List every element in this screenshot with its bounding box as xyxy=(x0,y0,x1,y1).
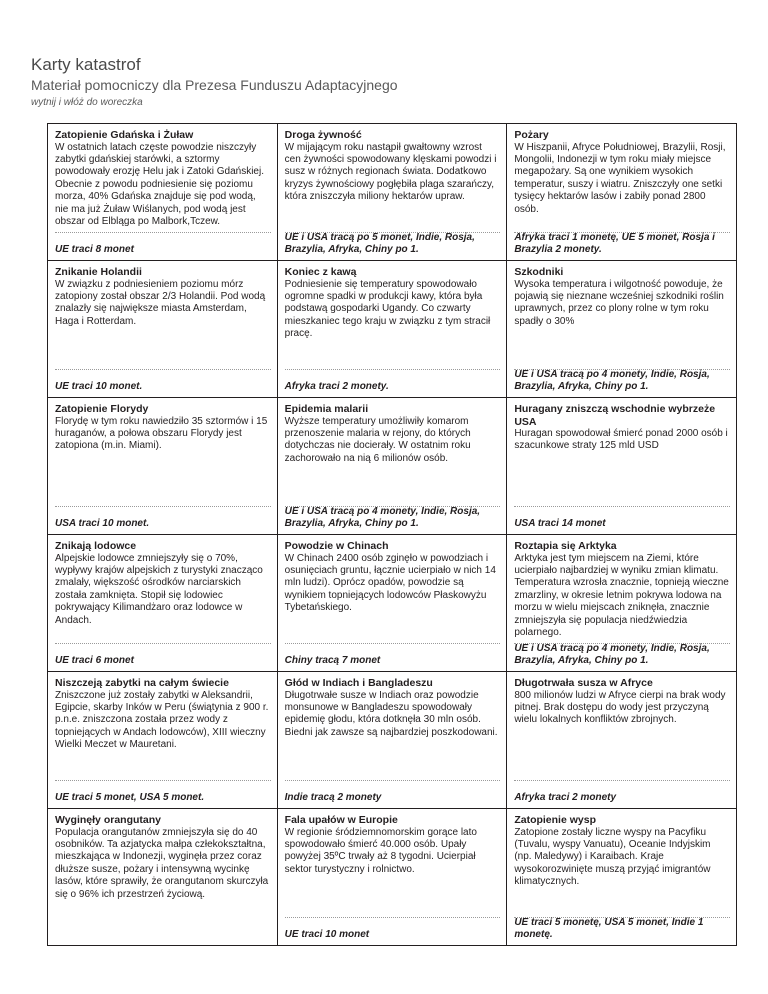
cards-row xyxy=(48,261,737,398)
card-cost: UE i USA tracą po 4 monety, Indie, Rosja, Brazylia, Afryka, Chiny po 1. xyxy=(514,643,710,666)
card-cell xyxy=(277,261,507,398)
disaster-card xyxy=(48,672,277,808)
disaster-card xyxy=(507,398,736,534)
card-cost: UE i USA tracą po 5 monet, Indie, Rosja, Brazylia, Afryka, Chiny po 1. xyxy=(284,232,475,255)
card-cost: Indie tracą 2 monety xyxy=(284,792,382,803)
disaster-card xyxy=(278,535,507,671)
card-cost-area xyxy=(55,369,271,393)
card-cell xyxy=(48,672,278,809)
card-description: Wyższe temperatury umożliwiły komarom przenoszenie malaria w rejony, do których dotychczas nie docierały. W ostatnim roku zachorowało na nią 6 milionów osób. xyxy=(284,415,471,464)
card-cost-area xyxy=(285,643,501,667)
card-cost-area xyxy=(514,780,730,804)
card-title: Huragany zniszczą wschodnie wybrzeże USA xyxy=(514,403,716,428)
card-cost: USA traci 14 monet xyxy=(514,518,606,529)
card-cost: Afryka traci 2 monety. xyxy=(284,381,389,392)
card-description: Wysoka temperatura i wilgotność powoduje, że pojawią się nieznane wcześniej szkodniki roślin uprawnych, przez co plony rolne w tym roku spadły o 30% xyxy=(514,278,724,327)
card-cost-area xyxy=(55,643,271,667)
card-cost: Afryka traci 1 monetę, UE 5 monet, Rosja i Brazylia 2 monety. xyxy=(514,232,715,255)
card-cost-area xyxy=(514,917,730,941)
card-cost-area xyxy=(285,780,501,804)
disaster-card xyxy=(278,809,507,945)
card-description: Podniesienie się temperatury spowodowało ogromne spadki w produkcji kawy, która była podstawą gospodarki Ugandy. Co czwarty mieszkaniec tego kraju w związku z tym stracił pracę. xyxy=(284,278,491,340)
card-description: Populacja orangutanów zmniejszyła się do 40 osobników. Ta azjatycka małpa człekokształtna, mieszkająca w Indonezji, wyginęła przez coraz dłuższe susze, pożary i intensywną wycinkę lasów, które sprawiły, że orangutanom skurczyła się o 96% ich przestrzeń życiową. xyxy=(55,826,269,900)
page-title: Karty katastrof xyxy=(31,55,141,74)
card-cell xyxy=(277,809,507,946)
disaster-card xyxy=(507,672,736,808)
card-cost: UE traci 8 monet xyxy=(55,244,134,255)
card-title: Znikają lodowce xyxy=(55,540,137,552)
card-cost-area xyxy=(55,780,271,804)
card-title: Niszczeją zabytki na całym świecie xyxy=(55,677,229,689)
card-cost: Chiny tracą 7 monet xyxy=(284,655,381,666)
disaster-card xyxy=(507,535,736,671)
card-cell xyxy=(507,809,737,946)
card-title: Zatopienie wysp xyxy=(514,814,596,826)
disaster-card xyxy=(48,809,277,945)
card-title: Znikanie Holandii xyxy=(55,266,142,278)
card-description: Zatopione zostały liczne wyspy na Pacyfiku (Tuvalu, wyspy Vanuatu), Oceanie Indyjskim (np. Maledywy) i Karaibach. Kraje wysokorozwinięte muszą przyjąć imigrantów klimatycznych. xyxy=(514,826,711,888)
card-description: Florydę w tym roku nawiedziło 35 sztormów i 15 huraganów, a połowa obszaru Florydy jest zatopiona (m.in. Miami). xyxy=(55,415,268,452)
card-description: W regionie śródziemnomorskim gorące lato spowodowało śmierć 40.000 osób. Upały powyżej 35ºC trwały aż 8 tygodni. Ucierpiał sektor turystyczny i rolnictwo. xyxy=(284,826,477,875)
card-description: Alpejskie lodowce zmniejszyły się o 70%, wypływy krajów alpejskich z turystyki znacząco zmalały, większość ośrodków narciarskich została zamknięta. Stopił się lodowiec pokrywający Kilimandżaro oraz lodowce w Andach. xyxy=(55,552,263,626)
card-cell xyxy=(507,124,737,261)
disaster-card xyxy=(278,672,507,808)
card-title: Pożary xyxy=(514,129,549,141)
page-header xyxy=(31,55,731,109)
card-title: Szkodniki xyxy=(514,266,564,278)
card-cell xyxy=(507,261,737,398)
card-cost-area xyxy=(285,369,501,393)
card-cell xyxy=(277,535,507,672)
disaster-card xyxy=(507,261,736,397)
disaster-card xyxy=(48,398,277,534)
card-description: W ostatnich latach częste powodzie niszczyły zabytki gdańskiej starówki, a sztormy powodowały erozję Helu jak i Zatoki Gdańskiej. Obecnie z powodu podniesienie się poziomu morza, 40% Gdańska znajduje się pod wodą, nie ma już Żuław Wiślanych, pod wodą jest obszar od Elbląga po Malbork,Tczew. xyxy=(55,141,264,227)
cards-row xyxy=(48,672,737,809)
cards-row xyxy=(48,124,737,261)
card-cell xyxy=(277,672,507,809)
page-instruction: wytnij i włóż do woreczka xyxy=(31,97,143,108)
card-cost-area xyxy=(55,232,271,256)
card-cost: UE i USA tracą po 4 monety, Indie, Rosja, Brazylia, Afryka, Chiny po 1. xyxy=(514,369,710,392)
card-description: W związku z podniesieniem poziomu mórz zatopiony został obszar 2/3 Holandii. Pod wodą znalazły się największe miasta Amsterdam, Haga i Rotterdam. xyxy=(55,278,266,327)
card-cell xyxy=(507,672,737,809)
card-title: Zatopienie Florydy xyxy=(55,403,149,415)
card-cost-area xyxy=(514,369,730,393)
card-description: W Chinach 2400 osób zginęło w powodziach i osunięciach gruntu, łącznie ucierpiało w nich 14 mln ludzi). Oprócz opadów, powodzie są wynikiem topniejących lodowców Płaskowyżu Tybetańskiego. xyxy=(284,552,496,614)
disaster-card xyxy=(507,124,736,260)
card-cell xyxy=(507,398,737,535)
card-cell xyxy=(277,124,507,261)
card-cost: UE traci 10 monet xyxy=(284,929,370,940)
card-description: Huragan spowodował śmierć ponad 2000 osób i szacunkowe straty 125 mld USD xyxy=(514,428,728,452)
disaster-card xyxy=(507,809,736,945)
card-title: Zatopienie Gdańska i Żuław xyxy=(55,129,194,141)
card-cost-area xyxy=(514,232,730,256)
card-cost-area xyxy=(514,506,730,530)
card-description: Arktyka jest tym miejscem na Ziemi, które ucierpiało najbardziej w wyniku zmian klimatu. Temperatura wzrosła znacznie, topnieją wieczne zmarzliny, w okresie letnim pokrywa lodowa na morzu w wielu miejscach zniknęła, znacznie zmniejszyła się populacja niedźwiedzia polarnego. xyxy=(514,552,729,638)
card-cost: USA traci 10 monet. xyxy=(55,518,150,529)
cards-row xyxy=(48,535,737,672)
card-description: W Hiszpanii, Afryce Południowej, Brazylii, Rosji, Mongolii, Indonezji w tym roku miały miejsce megapożary. Są one wynikiem wysokich temperatur, suszy i wiatru. Zniszczyły one setki tysięcy hektarów lasów i zabiły ponad 2800 osób. xyxy=(514,141,726,215)
card-title: Długotrwała susza w Afryce xyxy=(514,677,653,689)
card-title: Droga żywność xyxy=(284,129,362,141)
card-title: Głód w Indiach i Bangladeszu xyxy=(284,677,433,689)
card-description: 800 milionów ludzi w Afryce cierpi na brak wody pitnej. Brak dostępu do wody jest przyczyną wielu lokalnych konfliktów zbrojnych. xyxy=(514,689,726,726)
card-title: Roztapia się Arktyka xyxy=(514,540,617,552)
disaster-card xyxy=(278,398,507,534)
card-title: Powodzie w Chinach xyxy=(284,540,389,552)
card-cost: UE i USA tracą po 4 monety, Indie, Rosja, Brazylia, Afryka, Chiny po 1. xyxy=(284,506,481,529)
card-cell xyxy=(48,261,278,398)
disaster-card xyxy=(48,535,277,671)
card-description: W mijającym roku nastąpił gwałtowny wzrost cen żywności spowodowany klęskami powodzi i susz w różnych regionach świata. Dodatkowo kryzys żywnościowy pogłębiła plaga szarańczy, która zniszczyła miliony hektarów upraw. xyxy=(284,141,497,203)
card-description: Długotrwałe susze w Indiach oraz powodzie monsunowe w Bangladeszu spowodowały epidemię głodu, która dotknęła 30 mln osób. Biedni jak zawsze są najbardziej poszkodowani. xyxy=(284,689,498,738)
card-cell xyxy=(48,398,278,535)
cards-row xyxy=(48,809,737,946)
card-title: Wyginęły orangutany xyxy=(55,814,161,826)
card-title: Fala upałów w Europie xyxy=(284,814,398,826)
card-cost: UE traci 6 monet xyxy=(55,655,134,666)
card-description: Zniszczone już zostały zabytki w Aleksandrii, Egipcie, skarby Inków w Peru (świątynia z 900 r. p.n.e. zniszczona została przez wody z topniejących w Andach lodowców), XIII wieczny Wielki Meczet w Mauretani. xyxy=(55,689,269,751)
disaster-cards-grid xyxy=(47,123,737,946)
card-cost: UE traci 10 monet. xyxy=(55,381,143,392)
card-cost-area xyxy=(285,232,501,256)
card-cost: UE traci 5 monetę, USA 5 monet, Indie 1 monetę. xyxy=(514,917,704,940)
page-subtitle: Materiał pomocniczy dla Prezesa Funduszu Adaptacyjnego xyxy=(31,77,398,93)
disaster-card xyxy=(278,124,507,260)
card-cell xyxy=(507,535,737,672)
card-cost-area xyxy=(285,506,501,530)
disaster-card xyxy=(48,124,277,260)
card-cell xyxy=(277,398,507,535)
card-cell xyxy=(48,124,278,261)
card-cell xyxy=(48,809,278,946)
card-title: Epidemia malarii xyxy=(284,403,369,415)
card-cost: Afryka traci 2 monety xyxy=(514,792,617,803)
cards-row xyxy=(48,398,737,535)
card-title: Koniec z kawą xyxy=(284,266,357,278)
disaster-card xyxy=(48,261,277,397)
disaster-card xyxy=(278,261,507,397)
card-cost-area xyxy=(285,917,501,941)
card-cost-area xyxy=(55,506,271,530)
card-cell xyxy=(48,535,278,672)
card-cost: UE traci 5 monet, USA 5 monet. xyxy=(55,792,205,803)
card-cost-area xyxy=(514,643,730,667)
